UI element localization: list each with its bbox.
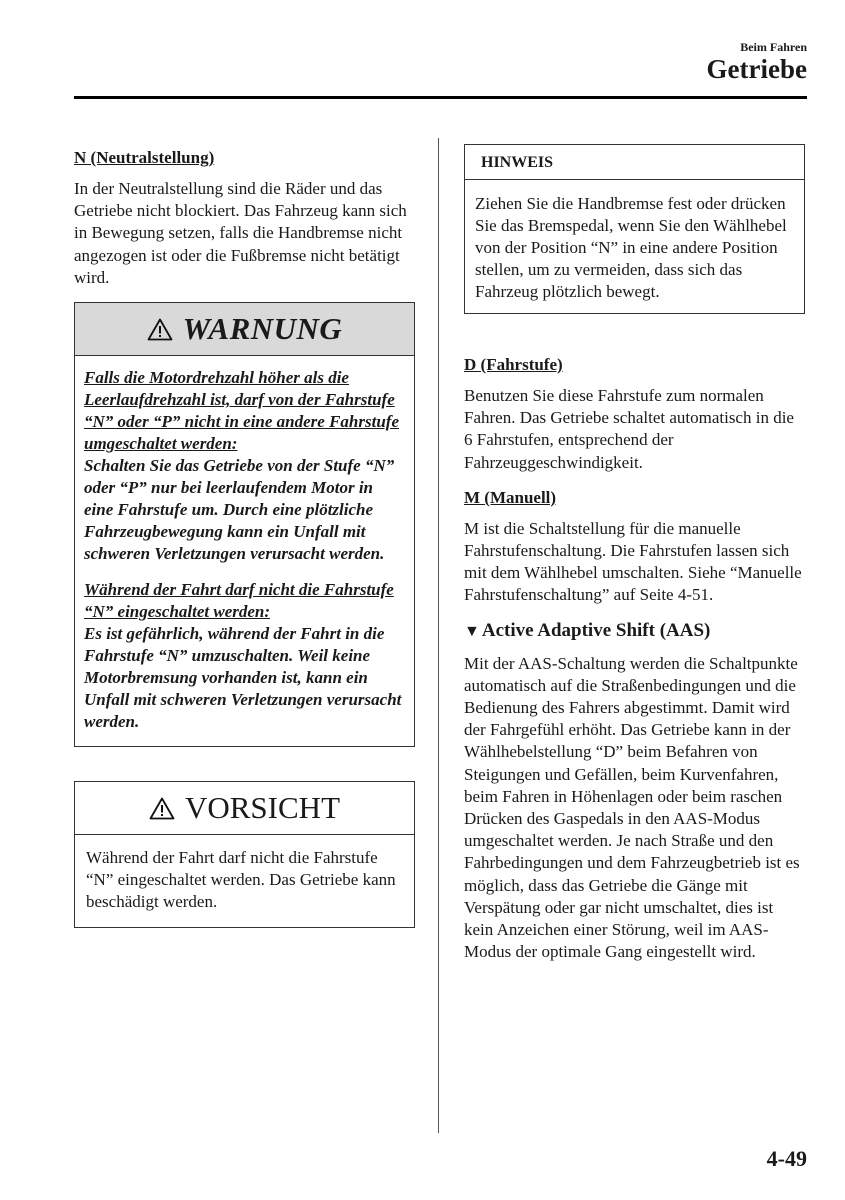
drive-heading: D (Fahrstufe) xyxy=(464,355,563,374)
hint-title: HINWEIS xyxy=(465,145,804,180)
caution-triangle-icon xyxy=(149,797,175,820)
warning-paragraph-2 xyxy=(84,579,406,733)
warning-caution-2: Während der Fahrt darf nicht die Fahrstufe “N” eingeschaltet werden: xyxy=(84,580,394,622)
right-column xyxy=(464,143,805,963)
aas-heading-label: Active Adaptive Shift (AAS) xyxy=(481,619,711,641)
header-section-label: Beim Fahren xyxy=(740,40,807,54)
warning-triangle-icon xyxy=(147,318,173,341)
warning-title: WARNUNG xyxy=(182,311,343,347)
page-number: 4-49 xyxy=(766,1146,807,1171)
caution-title: VORSICHT xyxy=(184,790,340,826)
manual-text: M ist die Schaltstellung für die manuelle Fahrstufenschaltung. Die Fahrstufen lassen sich mit dem Wählhebel umschalten. Siehe “Manuelle Fahrstufenschaltung” auf Seite 4-51. xyxy=(464,518,802,605)
neutral-heading: N (Neutralstellung) xyxy=(74,148,215,167)
aas-heading xyxy=(464,619,805,644)
caution-header xyxy=(75,782,414,835)
caution-box xyxy=(74,781,415,928)
hint-box xyxy=(464,144,805,314)
warning-header xyxy=(75,303,414,356)
warning-text-2: Es ist gefährlich, während der Fahrt in die Fahrstufe “N” umzuschalten. Weil keine Motorbremsung vorhanden ist, kann ein Unfall mit schweren Verletzungen verursacht werden. xyxy=(84,624,402,732)
column-divider xyxy=(438,138,439,1133)
drive-text: Benutzen Sie diese Fahrstufe zum normalen Fahren. Das Getriebe schaltet automatisch in die 6 Fahrstufen, entsprechend der Fahrzeuggeschwindigkeit. xyxy=(464,386,794,472)
manual-heading: M (Manuell) xyxy=(464,487,557,507)
header-rule xyxy=(74,96,807,99)
warning-caution-1: Falls die Motordrehzahl höher als die Leerlaufdrehzahl ist, darf von der Fahrstufe “N” oder “P” nicht in eine andere Fahrstufe umgeschaltet werden: xyxy=(84,368,399,454)
hint-text: Ziehen Sie die Handbremse fest oder drücken Sie das Bremspedal, wenn Sie den Wählhebel von der Position “N” in eine andere Position stellen, um zu vermeiden, dass sich das Fahrzeug plötzlich bewegt. xyxy=(475,194,787,301)
warning-paragraph-1 xyxy=(84,367,406,565)
neutral-text: In der Neutralstellung sind die Räder und das Getriebe nicht blockiert. Das Fahrzeug kann sich in Bewegung setzen, falls die Handbremse nicht angezogen ist oder die Fußbremse nicht betätigt wird. xyxy=(74,179,407,287)
left-column xyxy=(74,143,415,928)
page-title: Getriebe xyxy=(706,54,807,84)
warning-text-1: Schalten Sie das Getriebe von der Stufe “N” oder “P” nur bei leerlaufendem Motor in eine Fahrstufe um. Durch eine plötzliche Fahrzeugbewegung kann ein Unfall mit schweren Verletzungen verursacht werden. xyxy=(84,456,395,564)
aas-text: Mit der AAS-Schaltung werden die Schaltpunkte automatisch auf die Straßenbedingungen und die Bedienung des Fahrers abgestimmt. Damit wird der Fahrgefühl erhöht. Das Getriebe kann in der Wählhebelstellung “D” beim Befahren von Steigungen und Gefällen, beim Kurvenfahren, beim Fahren in Höhenlagen oder beim raschen Drücken des Gaspedals in den AAS-Modus umgeschaltet werden. Je nach Straße und den Fahrbedingungen und dem Fahrzeugbetrieb ist es möglich, dass das Getriebe die Gänge mit Verspätung oder gar nicht umschaltet, dies ist kein Anzeichen einer Störung, weil im AAS-Modus der optimale Gang eingestellt wird. xyxy=(464,653,800,962)
triangle-down-icon: ▼ xyxy=(464,622,480,640)
caution-text: Während der Fahrt darf nicht die Fahrstufe “N” eingeschaltet werden. Das Getriebe kann beschädigt werden. xyxy=(86,848,396,912)
warning-body xyxy=(75,356,414,746)
warning-box xyxy=(74,302,415,747)
